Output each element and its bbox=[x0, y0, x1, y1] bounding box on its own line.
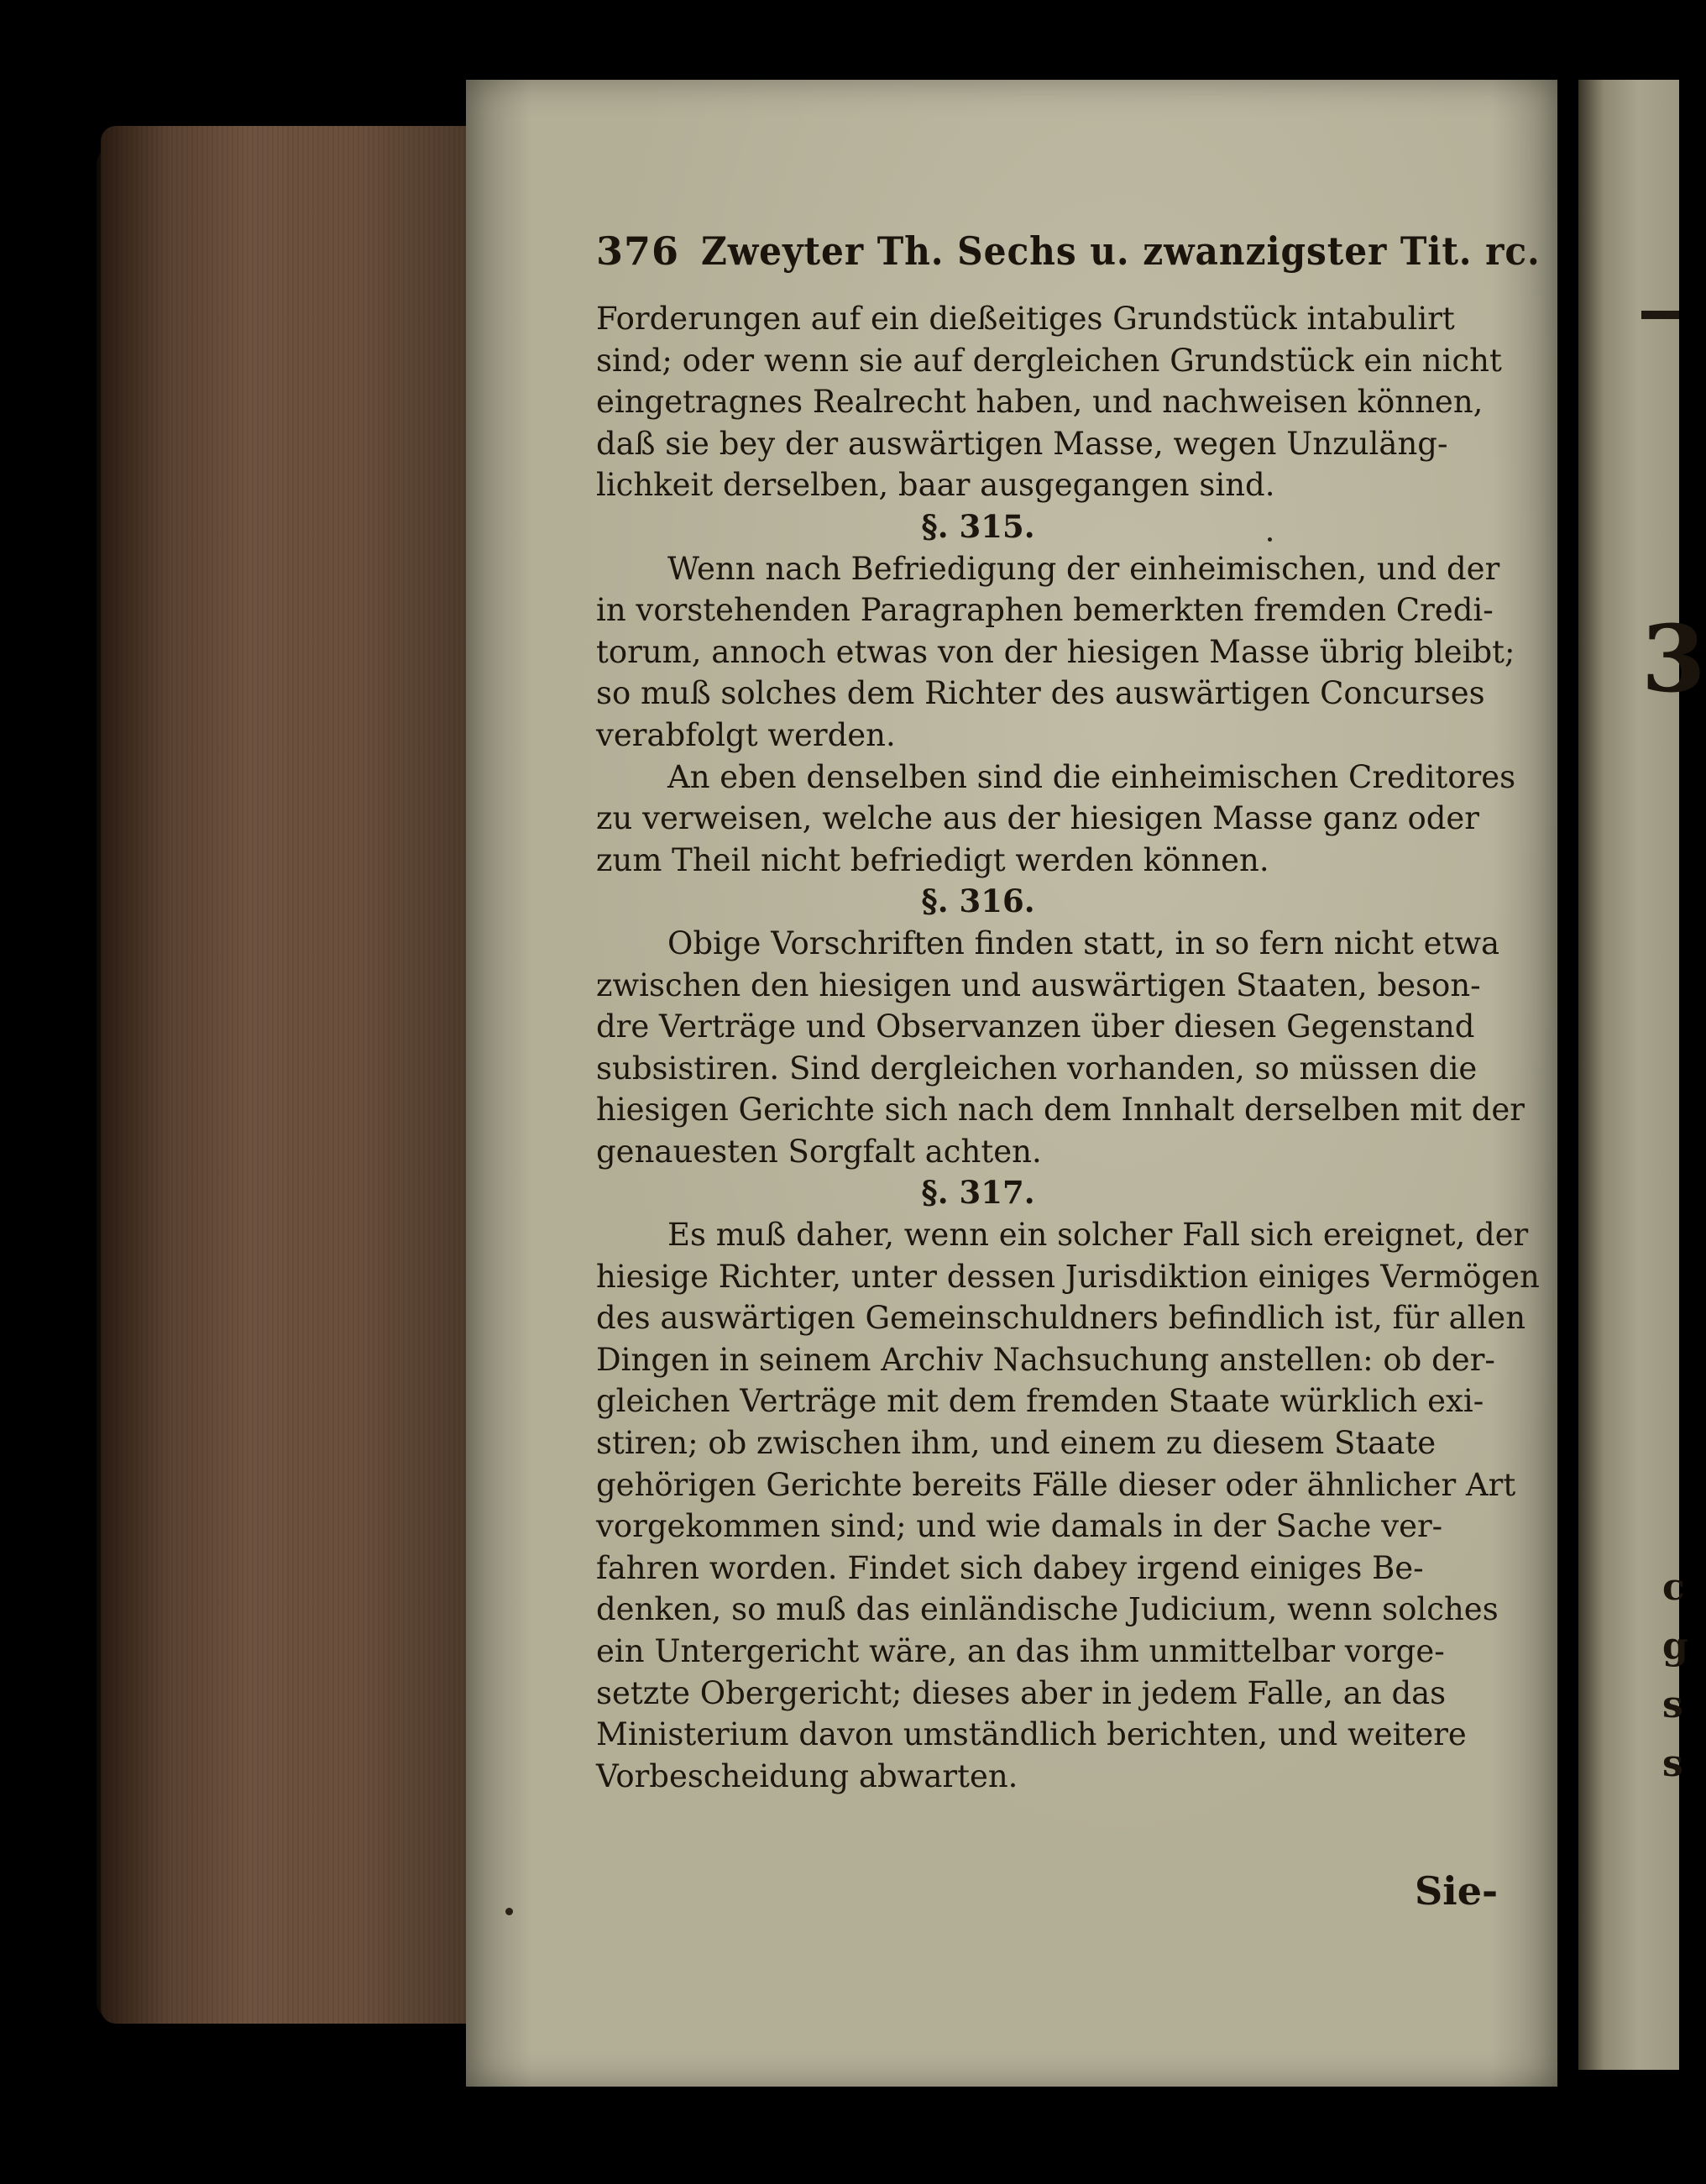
text-line: vorgekommen sind; und wie damals in der Sache ver- bbox=[596, 1508, 1443, 1545]
text-line: so muß solches dem Richter des auswärtigen Concurses bbox=[596, 675, 1485, 712]
text-line: Vorbescheidung abwarten. bbox=[596, 1757, 1018, 1794]
text-line: denken, so muß das einländische Judicium, wenn solches bbox=[596, 1591, 1499, 1628]
section-heading: §. 316. bbox=[921, 883, 1035, 920]
text-line: verabfolgt werden. bbox=[596, 716, 896, 753]
text-line: torum, annoch etwas von der hiesigen Masse übrig bleibt; bbox=[596, 633, 1515, 670]
paper-speck bbox=[505, 1908, 513, 1915]
text-line: An eben denselben sind die einheimischen Creditores bbox=[667, 758, 1516, 795]
next-page-fragment: s bbox=[1662, 1684, 1683, 1726]
next-page-fragment: c bbox=[1662, 1566, 1685, 1609]
text-line: gehörigen Gerichte bereits Fälle dieser oder ähnlicher Art bbox=[596, 1466, 1516, 1503]
page-header bbox=[596, 228, 1541, 279]
text-line: Ministerium davon umständlich berichten, und weitere bbox=[596, 1716, 1467, 1753]
next-page-rule bbox=[1641, 311, 1679, 319]
text-line: ein Untergericht wäre, an das ihm unmittelbar vorge- bbox=[596, 1633, 1445, 1669]
next-page-fragment: g bbox=[1662, 1625, 1688, 1668]
next-page-fragment: 3 bbox=[1641, 605, 1706, 713]
text-line: daß sie bey der auswärtigen Masse, wegen Unzuläng- bbox=[596, 425, 1448, 462]
text-line: Dingen in seinem Archiv Nachsuchung anstellen: ob der- bbox=[596, 1341, 1495, 1378]
text-line: sind; oder wenn sie auf dergleichen Grundstück ein nicht bbox=[596, 342, 1502, 379]
text-line: setzte Obergericht; dieses aber in jedem Falle, an das bbox=[596, 1674, 1447, 1711]
running-head: Zweyter Th. Sechs u. zwanzigster Tit. rc. bbox=[701, 228, 1541, 274]
text-line: zwischen den hiesigen und auswärtigen Staaten, beson- bbox=[596, 966, 1481, 1003]
text-line: zu verweisen, welche aus der hiesigen Masse ganz oder bbox=[596, 800, 1479, 837]
text-line: stiren; ob zwischen ihm, und einem zu diesem Staate bbox=[596, 1425, 1436, 1462]
text-line: Es muß daher, wenn ein solcher Fall sich ereignet, der bbox=[667, 1217, 1529, 1254]
text-line: gleichen Verträge mit dem fremden Staate würklich exi- bbox=[596, 1383, 1484, 1420]
book-page-block bbox=[101, 126, 470, 2024]
text-line: in vorstehenden Paragraphen bemerkten fremden Credi- bbox=[596, 592, 1494, 629]
text-line: Wenn nach Befriedigung der einheimischen, und der bbox=[667, 550, 1500, 587]
body-text bbox=[596, 298, 1540, 1797]
text-line: genauesten Sorgfalt achten. bbox=[596, 1133, 1042, 1170]
text-line: hiesige Richter, unter dessen Jurisdiktion einiges Vermögen bbox=[596, 1258, 1540, 1295]
text-line: eingetragnes Realrecht haben, und nachweisen können, bbox=[596, 384, 1484, 421]
text-line: hiesigen Gerichte sich nach dem Innhalt derselben mit der bbox=[596, 1092, 1525, 1129]
next-page-fragment: s bbox=[1662, 1742, 1683, 1785]
text-line: Forderungen auf ein dießeitiges Grundstück intabulirt bbox=[596, 301, 1455, 337]
paper-speck bbox=[1268, 537, 1272, 542]
text-line: des auswärtigen Gemeinschuldners befindlich ist, für allen bbox=[596, 1300, 1526, 1337]
text-line: Obige Vorschriften finden statt, in so fern nicht etwa bbox=[667, 924, 1500, 961]
text-line: subsistiren. Sind dergleichen vorhanden, so müssen die bbox=[596, 1050, 1478, 1087]
section-heading: §. 315. bbox=[921, 507, 1035, 545]
text-line: lichkeit derselben, baar ausgegangen sind. bbox=[596, 467, 1275, 504]
page-number: 376 bbox=[596, 228, 680, 274]
text-line: zum Theil nicht befriedigt werden können. bbox=[596, 841, 1269, 878]
text-line: fahren worden. Findet sich dabey irgend einiges Be- bbox=[596, 1549, 1424, 1586]
section-heading: §. 317. bbox=[921, 1174, 1035, 1212]
catchword: Sie- bbox=[1415, 1868, 1499, 1914]
text-line: dre Verträge und Observanzen über diesen Gegenstand bbox=[596, 1008, 1475, 1045]
